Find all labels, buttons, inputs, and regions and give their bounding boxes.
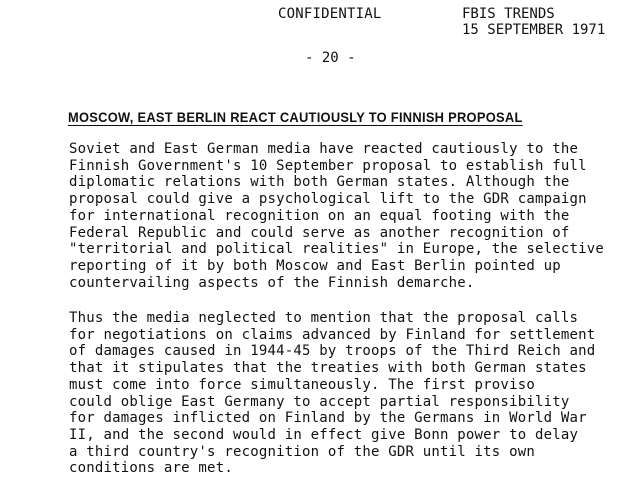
publication-title: FBIS TRENDS (462, 6, 555, 22)
paragraph-line: for international recognition on an equal footing with the (69, 207, 570, 224)
publication-date: 15 SEPTEMBER 1971 (462, 22, 606, 38)
page-number: - 20 - (305, 50, 356, 66)
paragraph-line: a third country's recognition of the GDR until its own (69, 443, 535, 460)
classification-label: CONFIDENTIAL (278, 6, 382, 22)
paragraph-line: countervailing aspects of the Finnish demarche. (69, 274, 475, 291)
paragraph-line: must come into force simultaneously. The first proviso (69, 376, 535, 393)
publication-header (462, 6, 605, 38)
paragraph-line: Finnish Government's 10 September proposal to establish full (69, 157, 587, 174)
paragraph-line: "territorial and political realities" in Europe, the selective (69, 241, 604, 258)
paragraph-line: diplomatic relations with both German states. Although the (69, 174, 570, 191)
paragraph-line: proposal could give a psychological lift to the GDR campaign (69, 191, 587, 208)
paragraph-line: Federal Republic and could serve as another recognition of (69, 224, 570, 241)
article-paragraph-1 (69, 141, 604, 291)
paragraph-line: reporting of it by both Moscow and East Berlin pointed up (69, 257, 561, 274)
article-paragraph-2 (69, 310, 596, 477)
paragraph-line: that it stipulates that the treaties with both German states (69, 360, 587, 377)
paragraph-line: II, and the second would in effect give Bonn power to delay (69, 426, 579, 443)
paragraph-line: Thus the media neglected to mention that the proposal calls (69, 310, 579, 326)
paragraph-line: of damages caused in 1944-45 by troops of the Third Reich and (69, 343, 596, 360)
article-title: MOSCOW, EAST BERLIN REACT CAUTIOUSLY TO FINNISH PROPOSAL (68, 109, 523, 125)
paragraph-line: for negotiations on claims advanced by Finland for settlement (69, 326, 596, 343)
paragraph-line: for damages inflicted on Finland by the Germans in World War (69, 410, 587, 427)
paragraph-line: could oblige East Germany to accept partial responsibility (69, 393, 570, 410)
paragraph-line: conditions are met. (69, 460, 233, 477)
paragraph-line: Soviet and East German media have reacted cautiously to the (69, 141, 579, 157)
